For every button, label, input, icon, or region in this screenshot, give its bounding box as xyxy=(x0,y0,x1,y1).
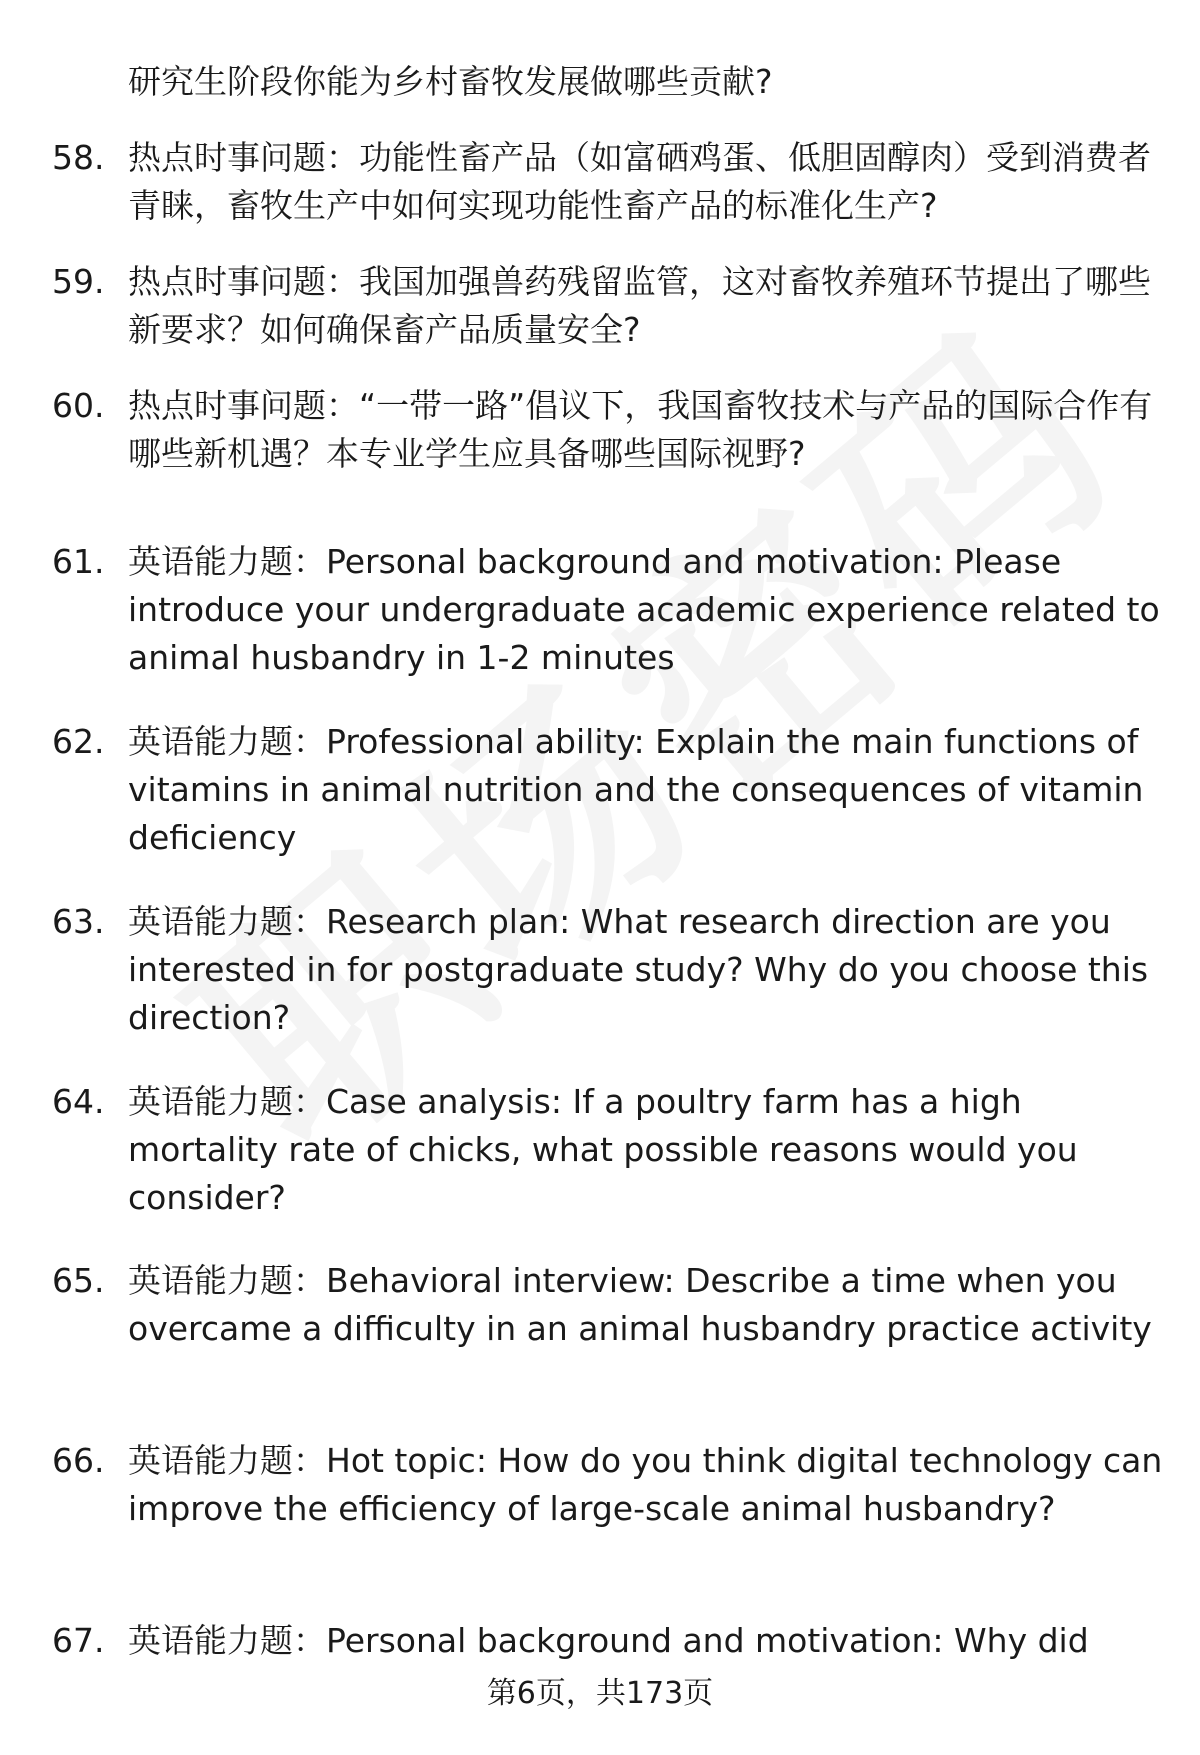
item-number: 59. xyxy=(52,262,105,301)
item-text: 英语能力题：Personal background and motivation: Please introduce your undergraduate academic experience related to animal husbandry in 1-2 minutes xyxy=(128,542,1160,677)
item-number: 58. xyxy=(52,138,105,177)
item-number: 63. xyxy=(52,902,105,941)
item-text: 热点时事问题：我国加强兽药残留监管，这对畜牧养殖环节提出了哪些新要求？如何确保畜产品质量安全? xyxy=(128,262,1151,349)
page-footer: 第6页，共173页 xyxy=(486,1676,714,1711)
item-number: 67. xyxy=(52,1621,105,1660)
item-number: 62. xyxy=(52,722,105,761)
item-text: 英语能力题：Professional ability: Explain the main functions of vitamins in animal nutrition and the consequences of vitamin deficiency xyxy=(128,722,1144,857)
item-text: 热点时事问题：功能性畜产品（如富硒鸡蛋、低胆固醇肉）受到消费者青睐，畜牧生产中如何实现功能性畜产品的标准化生产? xyxy=(128,138,1151,225)
item-text: 英语能力题：Research plan: What research direction are you interested in for postgraduate study? Why do you choose this direction? xyxy=(128,902,1149,1037)
item-text: 英语能力题：Hot topic: How do you think digital technology can improve the efficiency of large-scale animal husbandry? xyxy=(128,1441,1163,1528)
item-text: 热点时事问题：“一带一路”倡议下，我国畜牧技术与产品的国际合作有哪些新机遇？本专业学生应具备哪些国际视野? xyxy=(128,386,1153,473)
item-text: 英语能力题：Case analysis: If a poultry farm has a high mortality rate of chicks, what possible reasons would you consider? xyxy=(128,1082,1078,1217)
item-number: 60. xyxy=(52,386,105,425)
item-number: 66. xyxy=(52,1441,105,1480)
item-text: 英语能力题：Behavioral interview: Describe a time when you overcame a difficulty in an animal husbandry practice activity xyxy=(128,1261,1152,1348)
item-number: 61. xyxy=(52,542,105,581)
item-text: 英语能力题：Personal background and motivation: Why did xyxy=(128,1621,1089,1660)
item-number: 64. xyxy=(52,1082,105,1121)
item-number: 65. xyxy=(52,1261,105,1300)
continuation-text: 研究生阶段你能为乡村畜牧发展做哪些贡献? xyxy=(128,62,773,101)
